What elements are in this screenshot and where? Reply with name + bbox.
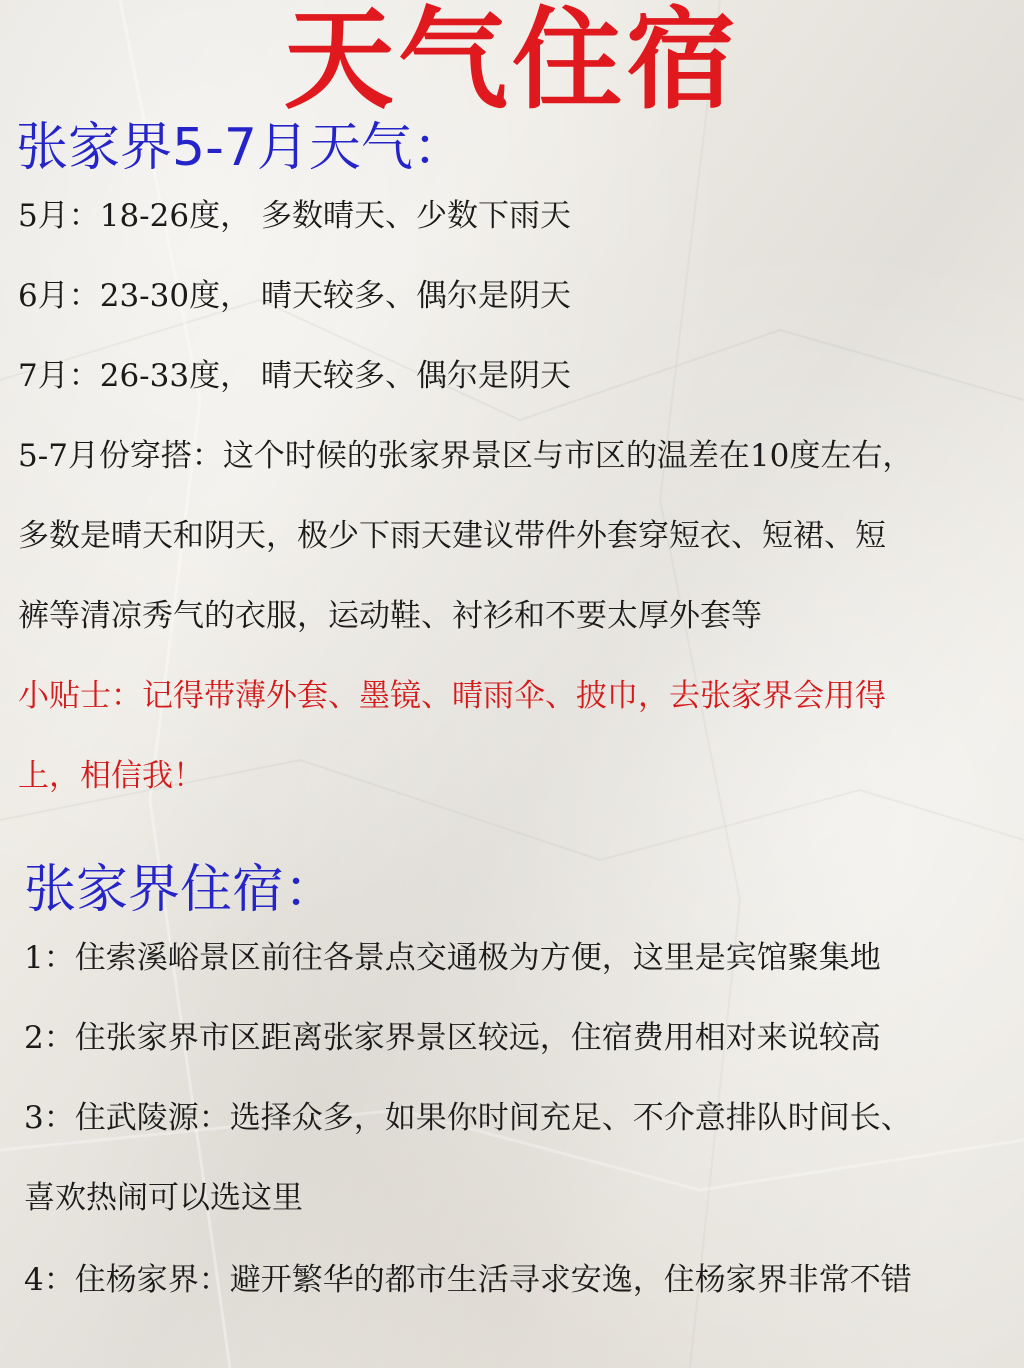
page-title: 天气住宿 (284, 0, 740, 124)
weather-june-line: 6月：23-30度， 晴天较多、偶尔是阴天 (18, 278, 571, 314)
weather-may-line: 5月：18-26度， 多数晴天、少数下雨天 (18, 198, 571, 234)
lodging-heading: 张家界住宿： (24, 860, 337, 920)
tip-line-2: 上，相信我！ (18, 758, 204, 794)
lodging-item-3-continued: 喜欢热闹可以选这里 (24, 1180, 303, 1216)
outfit-line-3: 裤等清凉秀气的衣服，运动鞋、衬衫和不要太厚外套等 (18, 598, 762, 634)
weather-heading: 张家界5-7月天气： (16, 118, 465, 178)
weather-july-line: 7月：26-33度， 晴天较多、偶尔是阴天 (18, 358, 571, 394)
lodging-item-2: 2：住张家界市区距离张家界景区较远，住宿费用相对来说较高 (24, 1020, 881, 1056)
lodging-item-1: 1：住索溪峪景区前往各景点交通极为方便，这里是宾馆聚集地 (24, 940, 881, 976)
outfit-line-2: 多数是晴天和阴天，极少下雨天建议带件外套穿短衣、短裙、短 (18, 518, 886, 554)
lodging-item-3: 3：住武陵源：选择众多，如果你时间充足、不介意排队时间长、 (24, 1100, 912, 1136)
tip-line-1: 小贴士：记得带薄外套、墨镜、晴雨伞、披巾，去张家界会用得 (18, 678, 886, 714)
outfit-line-1: 5-7月份穿搭：这个时候的张家界景区与市区的温差在10度左右， (18, 438, 914, 474)
lodging-item-4: 4：住杨家界：避开繁华的都市生活寻求安逸，住杨家界非常不错 (24, 1262, 912, 1298)
